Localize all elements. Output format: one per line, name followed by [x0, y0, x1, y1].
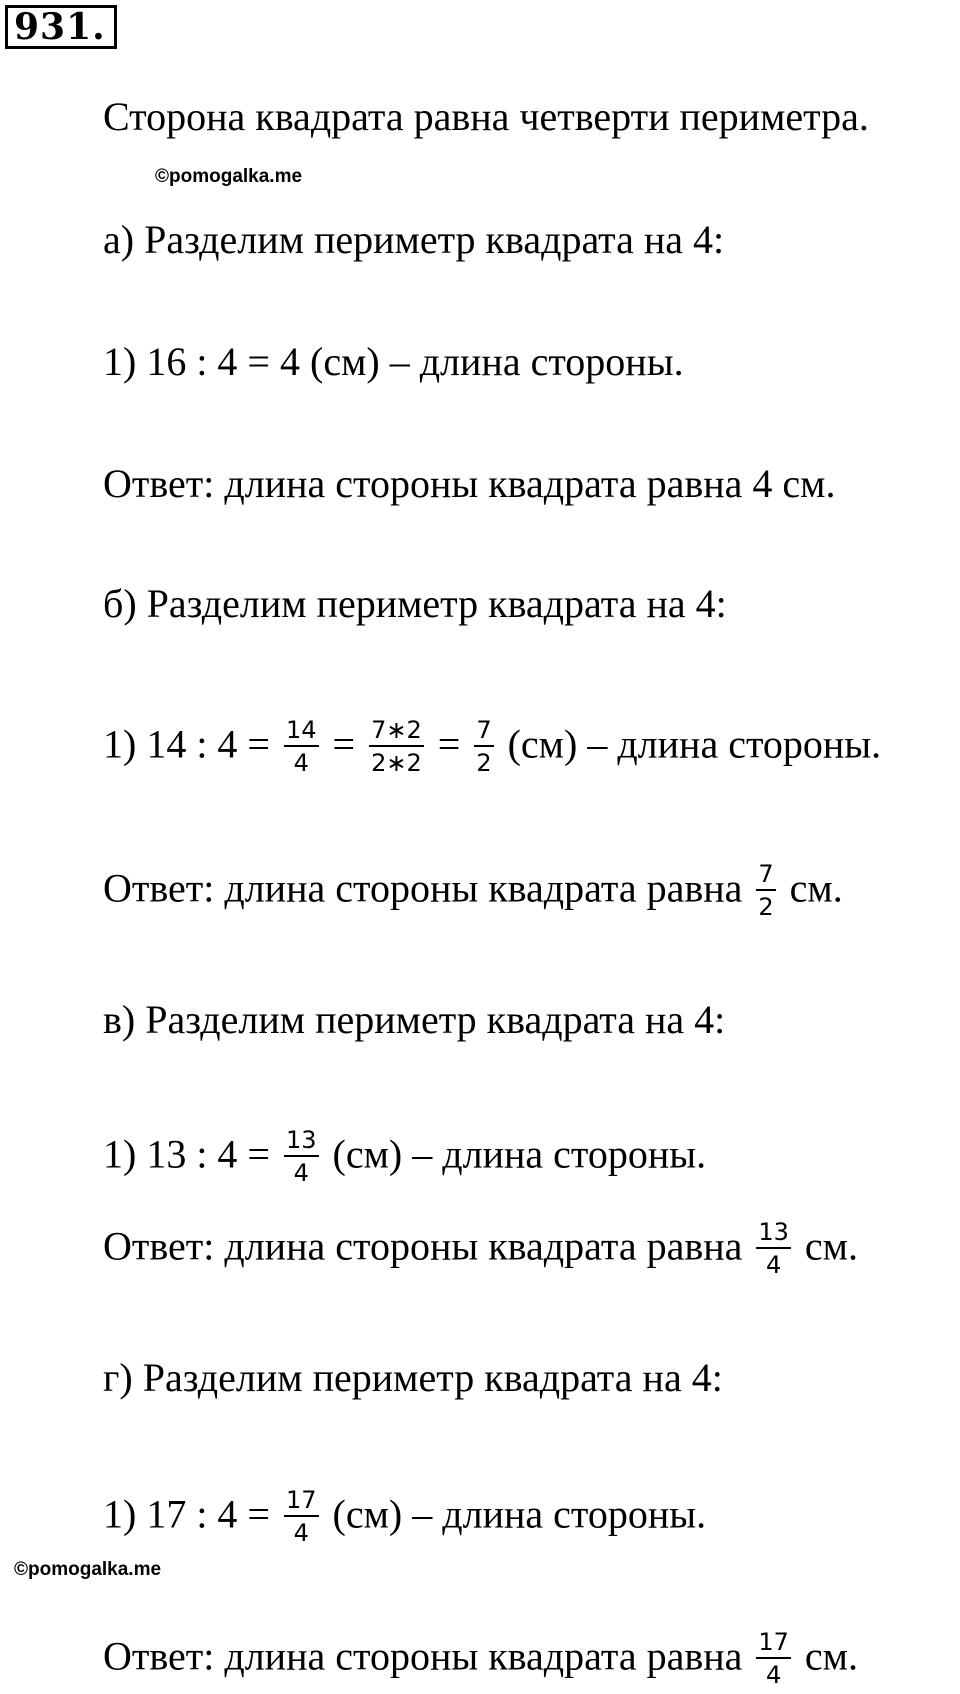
fraction-denominator: 4 [766, 1661, 782, 1689]
part-v-step-prefix: 1) 13 : 4 = [103, 1131, 270, 1177]
part-g-step-suffix: (см) – длина стороны. [332, 1491, 707, 1537]
fraction-numerator: 13 [284, 1126, 319, 1157]
fraction [284, 1486, 319, 1547]
part-a-answer: Ответ: длина стороны квадрата равна 4 см. [103, 461, 836, 506]
fraction [284, 1126, 319, 1187]
part-b-step-suffix: (см) – длина стороны. [507, 721, 882, 767]
answer-suffix: см. [804, 1223, 858, 1269]
fraction-denominator: 2 [476, 749, 492, 777]
part-v-answer [103, 1220, 858, 1281]
fraction [474, 716, 493, 777]
fraction [756, 1218, 791, 1279]
part-b-answer [103, 862, 843, 923]
fraction-numerator: 7 [756, 860, 775, 891]
answer-prefix: Ответ: длина стороны квадрата равна [103, 1633, 743, 1679]
fraction-numerator: 7 [474, 716, 493, 747]
part-g-step-prefix: 1) 17 : 4 = [103, 1491, 270, 1537]
fraction [369, 716, 424, 777]
watermark-top: ©pomogalka.me [155, 166, 303, 187]
answer-suffix: см. [804, 1633, 858, 1679]
part-v-heading: в) Разделим периметр квадрата на 4: [103, 997, 726, 1042]
fraction [756, 1628, 791, 1689]
equals-sign: = [437, 721, 461, 767]
fraction-numerator: 17 [284, 1486, 319, 1517]
fraction-numerator: 7∗2 [369, 716, 424, 747]
part-v-step-suffix: (см) – длина стороны. [332, 1131, 707, 1177]
fraction-numerator: 13 [756, 1218, 791, 1249]
part-g-heading: г) Разделим периметр квадрата на 4: [103, 1355, 723, 1400]
fraction [756, 860, 775, 921]
problem-number: 931. [5, 5, 117, 49]
answer-prefix: Ответ: длина стороны квадрата равна [103, 865, 743, 911]
fraction-denominator: 4 [293, 1159, 309, 1187]
intro-text: Сторона квадрата равна четверти периметра. [103, 94, 869, 139]
fraction-denominator: 4 [293, 749, 309, 777]
answer-suffix: см. [789, 865, 843, 911]
part-b-heading: б) Разделим периметр квадрата на 4: [103, 581, 727, 626]
part-b-step [103, 718, 881, 779]
watermark-bottom: ©pomogalka.me [14, 1559, 162, 1580]
part-a-heading: а) Разделим периметр квадрата на 4: [103, 217, 725, 262]
part-g-answer [103, 1630, 858, 1691]
equals-sign: = [332, 721, 356, 767]
fraction-denominator: 2 [758, 893, 774, 921]
part-a-step: 1) 16 : 4 = 4 (см) – длина стороны. [103, 339, 684, 384]
fraction-denominator: 2∗2 [371, 749, 422, 777]
fraction-numerator: 14 [284, 716, 319, 747]
part-g-step [103, 1488, 706, 1549]
fraction-denominator: 4 [766, 1251, 782, 1279]
fraction-denominator: 4 [293, 1519, 309, 1547]
part-v-step [103, 1128, 706, 1189]
answer-prefix: Ответ: длина стороны квадрата равна [103, 1223, 743, 1269]
fraction-numerator: 17 [756, 1628, 791, 1659]
fraction [284, 716, 319, 777]
part-b-step-prefix: 1) 14 : 4 = [103, 721, 270, 767]
